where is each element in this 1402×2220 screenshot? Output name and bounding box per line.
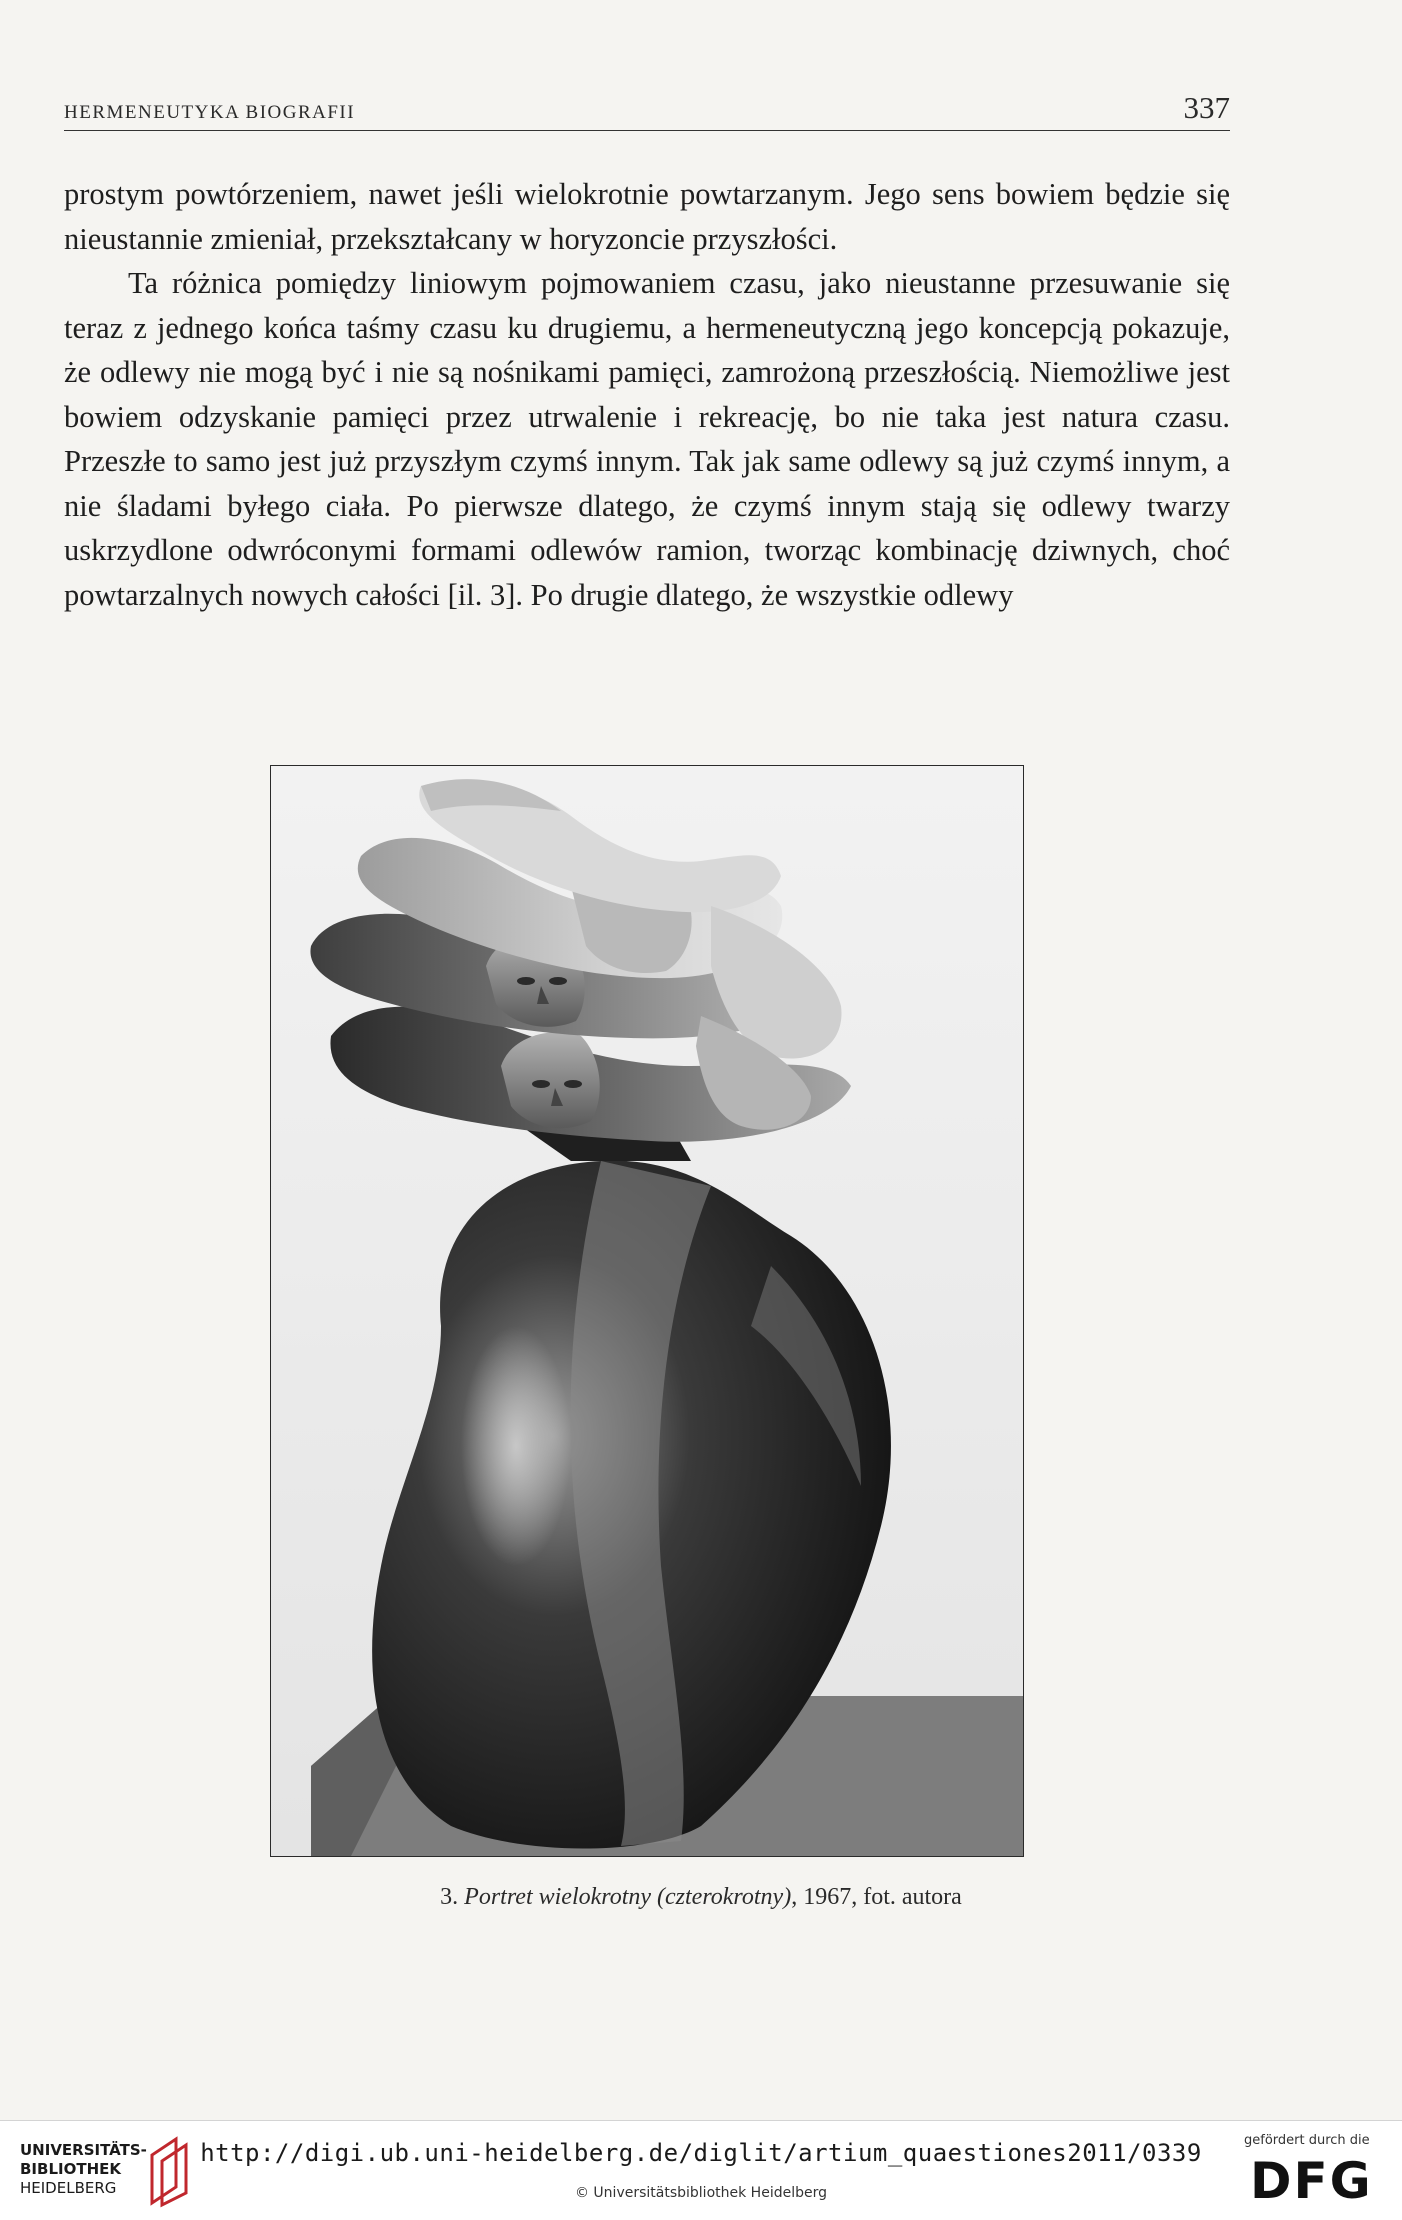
paragraph-continued: prostym powtórzeniem, nawet jeśli wielokrotnie powtarzanym. Jego sens bowiem będzie się nieustannie zmieniał, przekształcany w horyzoncie przyszłości. <box>64 177 1230 256</box>
running-title: HERMENEUTYKA BIOGRAFII <box>64 102 356 123</box>
copyright-notice: © Universitätsbibliothek Heidelberg <box>574 2185 827 2201</box>
caption-title: Portret wielokrotny (czterokrotny) <box>464 1884 792 1910</box>
caption-details: , 1967, fot. autora <box>791 1884 962 1910</box>
library-line-2: BIBLIOTHEK <box>20 2160 121 2178</box>
running-head <box>64 90 1230 131</box>
digitization-footer <box>0 2120 1402 2220</box>
sculpture-image <box>271 766 1023 1856</box>
body-text <box>64 172 1230 617</box>
library-line-1: UNIVERSITÄTS- <box>20 2141 147 2159</box>
permalink[interactable]: http://digi.ub.uni-heidelberg.de/diglit/artium_quaestiones2011/0339 <box>200 2139 1202 2167</box>
paragraph: Ta różnica pomiędzy liniowym pojmowaniem czasu, jako nieustanne przesuwanie się teraz z jednego końca taśmy czasu ku drugiemu, a hermeneutyczną jego koncepcją pokazuje, że odlewy nie mogą być i nie są nośnikami pamięci, zamrożoną przeszłością. Niemożliwe jest bowiem odzyskanie pamięci przez utrwalenie i rekreację, bo nie taka jest natura czasu. Przeszłe to samo jest już przyszłym czymś innym. Tak jak same odlewy są już czymś innym, a nie śladami byłego ciała. Po pierwsze dlatego, że czymś innym stają się odlewy twarzy uskrzydlone odwróconymi formami odlewów ramion, tworząc kombinację dziwnych, choć powtarzalnych nowych całości [il. 3]. Po drugie dlatego, że wszystkie odlewy <box>64 266 1230 612</box>
dfg-logo: DFG <box>1250 2152 1373 2210</box>
sculpture-photograph <box>270 765 1024 1857</box>
page-number: 337 <box>1183 90 1230 125</box>
figure-caption <box>0 1884 1402 1911</box>
funding-note: gefördert durch die <box>1244 2133 1370 2148</box>
caption-number: 3. <box>440 1884 459 1910</box>
library-line-3: HEIDELBERG <box>20 2179 117 2197</box>
